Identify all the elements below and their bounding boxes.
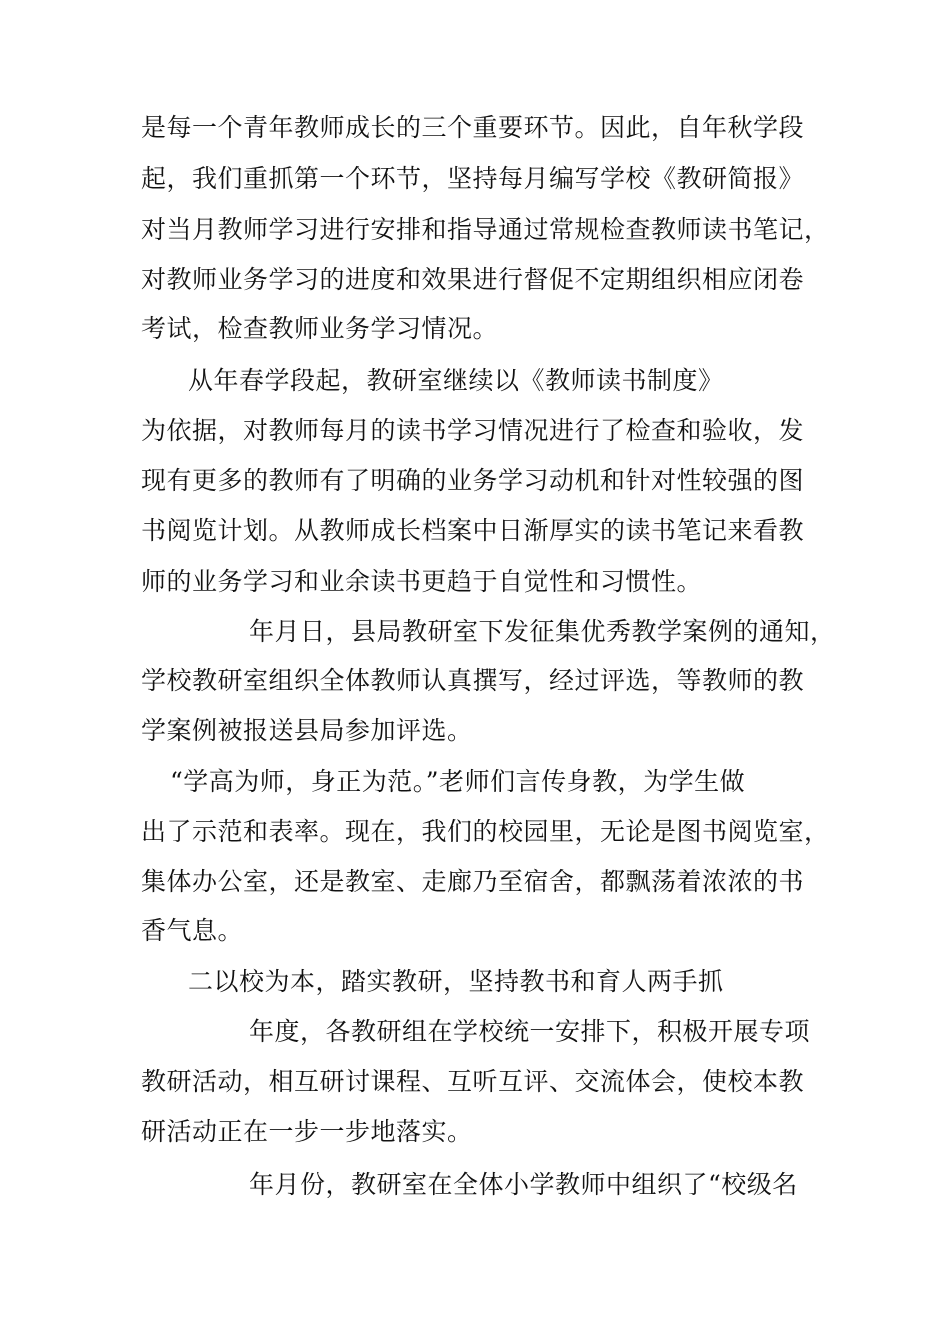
text-line: 年月份，教研室在全体小学教师中组织了“校级名 bbox=[249, 1170, 798, 1199]
text-line: 现有更多的教师有了明确的业务学习动机和针对性较强的图 bbox=[141, 466, 805, 495]
text-line: 为依据，对教师每月的读书学习情况进行了检查和验收，发 bbox=[141, 416, 805, 445]
text-line: 书阅览计划。从教师成长档案中日渐厚实的读书笔记来看教 bbox=[141, 516, 805, 545]
text-line: 是每一个青年教师成长的三个重要环节。因此，自年秋学段 bbox=[141, 113, 805, 142]
text-line: 师的业务学习和业余读书更趋于自觉性和习惯性。 bbox=[141, 567, 703, 596]
text-line: 香气息。 bbox=[141, 916, 244, 945]
text-line: 出了示范和表率。现在，我们的校园里，无论是图书阅览室， bbox=[141, 817, 830, 846]
text-line: 年度，各教研组在学校统一安排下，积极开展专项 bbox=[249, 1017, 811, 1046]
text-line: 学案例被报送县局参加评选。 bbox=[141, 716, 473, 745]
text-line: 从年春学段起，教研室继续以《教师读书制度》 bbox=[188, 366, 724, 395]
text-line: 年月日，县局教研室下发征集优秀教学案例的通知， bbox=[249, 617, 836, 646]
section-heading: 二以校为本，踏实教研，坚持教书和育人两手抓 bbox=[188, 967, 724, 996]
text-line: 集体办公室，还是教室、走廊乃至宿舍，都飘荡着浓浓的书 bbox=[141, 867, 805, 896]
text-line: 研活动正在一步一步地落实。 bbox=[141, 1117, 473, 1146]
text-line: 考试，检查教师业务学习情况。 bbox=[141, 314, 499, 343]
text-line: 教研活动，相互研讨课程、互听互评、交流体会，使校本教 bbox=[141, 1067, 805, 1096]
text-line: 对教师业务学习的进度和效果进行督促不定期组织相应闭卷 bbox=[141, 265, 805, 294]
text-line: “学高为师，身正为范。”老师们言传身教，为学生做 bbox=[170, 767, 746, 796]
text-line: 起，我们重抓第一个环节，坚持每月编写学校《教研简报》 bbox=[141, 164, 805, 193]
text-line: 对当月教师学习进行安排和指导通过常规检查教师读书笔记， bbox=[141, 215, 830, 244]
text-line: 学校教研室组织全体教师认真撰写，经过评选，等教师的教 bbox=[141, 666, 805, 695]
